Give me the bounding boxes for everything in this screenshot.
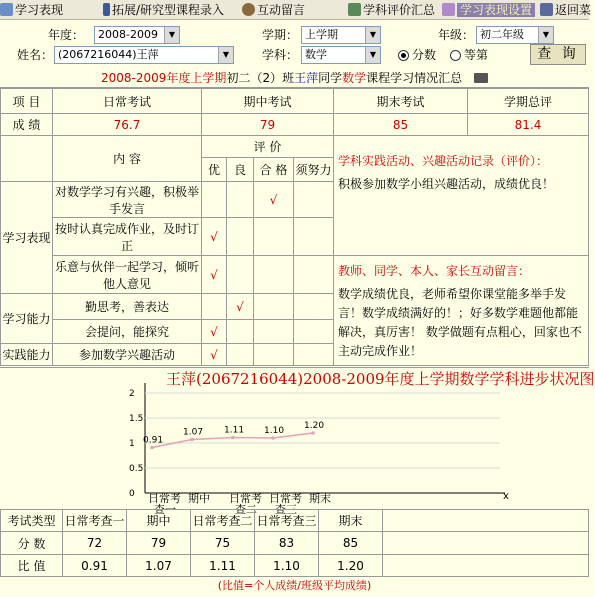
nav-learning-performance[interactable] (0, 2, 63, 18)
eval-cell (254, 218, 294, 256)
eval-header: 评 价 (202, 136, 334, 158)
book-icon (0, 3, 13, 16)
semester-select[interactable] (301, 26, 381, 44)
summary-empty (383, 510, 589, 532)
group-practice-ability: 实践能力 (1, 344, 53, 366)
title-year: 2008-2009年度上学期 (101, 71, 227, 85)
eval-cell (294, 320, 334, 344)
top-nav-bar (0, 0, 592, 20)
activity-title: 学科实践活动、兴趣活动记录（评价）： (338, 154, 549, 168)
data-point (231, 436, 235, 440)
data-point (271, 436, 275, 440)
radio-score[interactable] (398, 46, 436, 64)
eval-cell (227, 320, 254, 344)
chevron-down-icon: ▼ (538, 27, 553, 43)
summary-score: 72 (63, 532, 127, 555)
summary-score: 75 (191, 532, 255, 555)
radio-selected-icon (398, 50, 409, 61)
check-mark: √ (202, 218, 227, 256)
semester-label: 学期： (262, 28, 299, 42)
student-select[interactable] (54, 46, 234, 64)
data-label: 1.11 (224, 425, 245, 436)
subject-label: 学科： (262, 48, 299, 62)
eval-row-text: 参加数学兴趣活动 (53, 344, 202, 366)
eval-cell (294, 182, 334, 218)
summary-col: 日常考查一 (63, 510, 127, 532)
eval-cell (227, 256, 254, 294)
activity-cell (334, 136, 589, 256)
eval-cell (254, 320, 294, 344)
nav-course-entry[interactable] (103, 2, 224, 18)
data-point (150, 446, 154, 450)
eval-row-text: 乐意与伙伴一起学习，倾听他人意见 (53, 256, 202, 294)
eval-cell (254, 344, 294, 366)
summary-col: 期中 (127, 510, 191, 532)
y-tick-label: 2 (129, 389, 135, 399)
title-class: 初二（2）班 (226, 71, 295, 85)
data-point (190, 438, 194, 442)
summary-score: 83 (255, 532, 319, 555)
summary-ratio: 1.20 (319, 555, 383, 577)
chevron-down-icon: ▼ (218, 47, 233, 63)
subject-value: 数学 (305, 48, 327, 61)
group-learning-performance: 学习表现 (1, 182, 53, 294)
data-label: 1.10 (264, 426, 285, 436)
summary-ratio-label: 比 值 (1, 555, 63, 577)
nav-label: 学科评价汇总 (363, 3, 436, 17)
footnote: (比值=个人成绩/班级平均成绩) (217, 579, 372, 592)
grade-label: 年级： (438, 28, 475, 42)
eval-cell (294, 344, 334, 366)
check-mark: √ (202, 256, 227, 294)
eval-row-text: 勤思考，善表达 (53, 294, 202, 320)
check-mark: √ (254, 182, 294, 218)
message-cell (334, 256, 589, 366)
nav-label: 互动留言 (257, 3, 306, 17)
grid-icon (540, 3, 553, 16)
year-select[interactable] (94, 26, 180, 44)
filter-row-1 (0, 25, 589, 47)
nav-subject-summary[interactable] (348, 2, 435, 18)
score-table (0, 88, 589, 136)
chevron-down-icon: ▼ (365, 27, 380, 43)
nav-label: 拓展/研究型课程录入 (112, 3, 225, 17)
title-suffix: 课程学习情况汇总 (366, 71, 463, 85)
eval-cell (294, 256, 334, 294)
summary-col: 期末 (319, 510, 383, 532)
data-label: 1.07 (183, 427, 204, 438)
x-tick-label: 日常考 (148, 492, 181, 505)
activity-text: 积极参加数学小组兴趣活动，成绩优良！ (338, 177, 555, 191)
summary-empty (383, 555, 589, 577)
check-mark: √ (202, 344, 227, 366)
evaluation-table (0, 135, 589, 366)
score-midterm: 79 (202, 114, 334, 136)
eval-corner (1, 136, 53, 182)
printer-icon[interactable] (474, 73, 488, 83)
grade-value: 初二年级 (480, 28, 524, 41)
x-tick-label: 日常考 (269, 492, 302, 505)
summary-score-label: 分 数 (1, 532, 63, 555)
summary-score: 85 (319, 532, 383, 555)
radio-empty-icon (450, 50, 461, 61)
chart-title: 王萍(2067216044)2008-2009年度上学期数学学科进步状况图 (166, 370, 595, 388)
chart-svg (0, 368, 589, 516)
header-total: 学期总评 (468, 89, 589, 114)
score-total: 81.4 (468, 114, 589, 136)
eval-cell (202, 294, 227, 320)
summary-empty (383, 532, 589, 555)
eval-row-text: 对数学学习有兴趣，积极举手发言 (53, 182, 202, 218)
year-value: 2008-2009 (98, 28, 158, 41)
y-tick-label: 1.5 (129, 414, 144, 424)
message-title: 教师、同学、本人、家长互动留言： (338, 264, 531, 278)
x-tick-label: 查二 (235, 503, 257, 516)
pen-icon (103, 3, 110, 16)
level-pass: 合 格 (254, 158, 294, 182)
data-point (311, 431, 315, 435)
level-good: 良 (227, 158, 254, 182)
header-daily: 日常考试 (53, 89, 202, 114)
query-button[interactable]: 查 询 (530, 44, 586, 65)
nav-label: 学习表现设置 (457, 3, 535, 17)
eval-cell (202, 182, 227, 218)
data-label: 1.20 (304, 421, 325, 431)
report-title (0, 68, 589, 88)
y-tick-label: 0.5 (129, 464, 144, 474)
nav-return-menu[interactable] (540, 2, 591, 18)
eval-cell (227, 344, 254, 366)
semester-value: 上学期 (305, 28, 338, 41)
x-axis-letter: x (503, 491, 509, 502)
eval-cell (294, 218, 334, 256)
header-midterm: 期中考试 (202, 89, 334, 114)
filter-row-2 (0, 45, 589, 67)
summary-ratio: 0.91 (63, 555, 127, 577)
title-mid: 同学 (318, 71, 343, 85)
radio-score-label: 分数 (412, 48, 437, 62)
chevron-down-icon: ▼ (365, 47, 380, 63)
level-improve: 须努力 (294, 158, 334, 182)
name-label: 姓名： (17, 48, 54, 62)
summary-score: 79 (127, 532, 191, 555)
eval-cell (227, 218, 254, 256)
nav-label: 学习表现 (15, 3, 64, 17)
nav-label: 返回菜 (555, 3, 592, 17)
x-tick-label: 日常考 (229, 492, 262, 505)
summary-ratio: 1.11 (191, 555, 255, 577)
check-mark: √ (227, 294, 254, 320)
y-tick-label: 1 (129, 439, 135, 449)
content-header: 内 容 (53, 136, 202, 182)
summary-ratio: 1.10 (255, 555, 319, 577)
grade-select[interactable] (476, 26, 554, 44)
score-daily: 76.7 (53, 114, 202, 136)
eval-cell (254, 294, 294, 320)
group-learning-ability: 学习能力 (1, 294, 53, 344)
y-tick-label: 0 (129, 489, 135, 499)
eval-cell (227, 182, 254, 218)
title-subject: 数学 (342, 71, 367, 85)
year-label: 年度： (48, 28, 85, 42)
nav-performance-settings[interactable] (442, 2, 535, 18)
table-icon (348, 3, 361, 16)
eval-cell (294, 294, 334, 320)
check-mark: √ (202, 320, 227, 344)
header-item: 项 目 (1, 89, 53, 114)
summary-col-header: 考试类型 (1, 510, 63, 532)
eval-cell (254, 256, 294, 294)
data-label: 0.91 (143, 435, 164, 446)
header-final: 期末考试 (334, 89, 468, 114)
nav-interactive-message[interactable] (242, 2, 305, 18)
eval-row-text: 会提问，能探究 (53, 320, 202, 344)
settings-icon (442, 3, 455, 16)
chevron-down-icon: ▼ (164, 27, 179, 43)
x-tick-label: 查一 (154, 503, 176, 516)
x-tick-label: 查三 (275, 503, 297, 516)
x-tick-label: 期末 (309, 492, 331, 505)
radio-grade-label: 等第 (464, 48, 489, 62)
radio-grade[interactable] (450, 46, 488, 64)
eval-row-text: 按时认真完成作业，及时订正 (53, 218, 202, 256)
level-excellent: 优 (202, 158, 227, 182)
progress-chart (0, 367, 595, 516)
score-label: 成 绩 (1, 114, 53, 136)
summary-col: 日常考查二 (191, 510, 255, 532)
summary-col: 日常考查三 (255, 510, 319, 532)
score-final: 85 (334, 114, 468, 136)
people-icon (242, 3, 255, 16)
x-tick-label: 期中 (188, 492, 210, 505)
title-name: 王萍 (294, 71, 319, 85)
student-value: (2067216044)王萍 (58, 48, 159, 61)
subject-select[interactable] (301, 46, 381, 64)
summary-ratio: 1.07 (127, 555, 191, 577)
summary-table (0, 509, 589, 577)
message-text: 数学成绩优良，老师希望你课堂能多举手发言！数学成绩满好的！；好多数学难题他都能解决，真厉害！ 数学做题有点粗心，回家也不主动完成作业！ (338, 287, 582, 358)
